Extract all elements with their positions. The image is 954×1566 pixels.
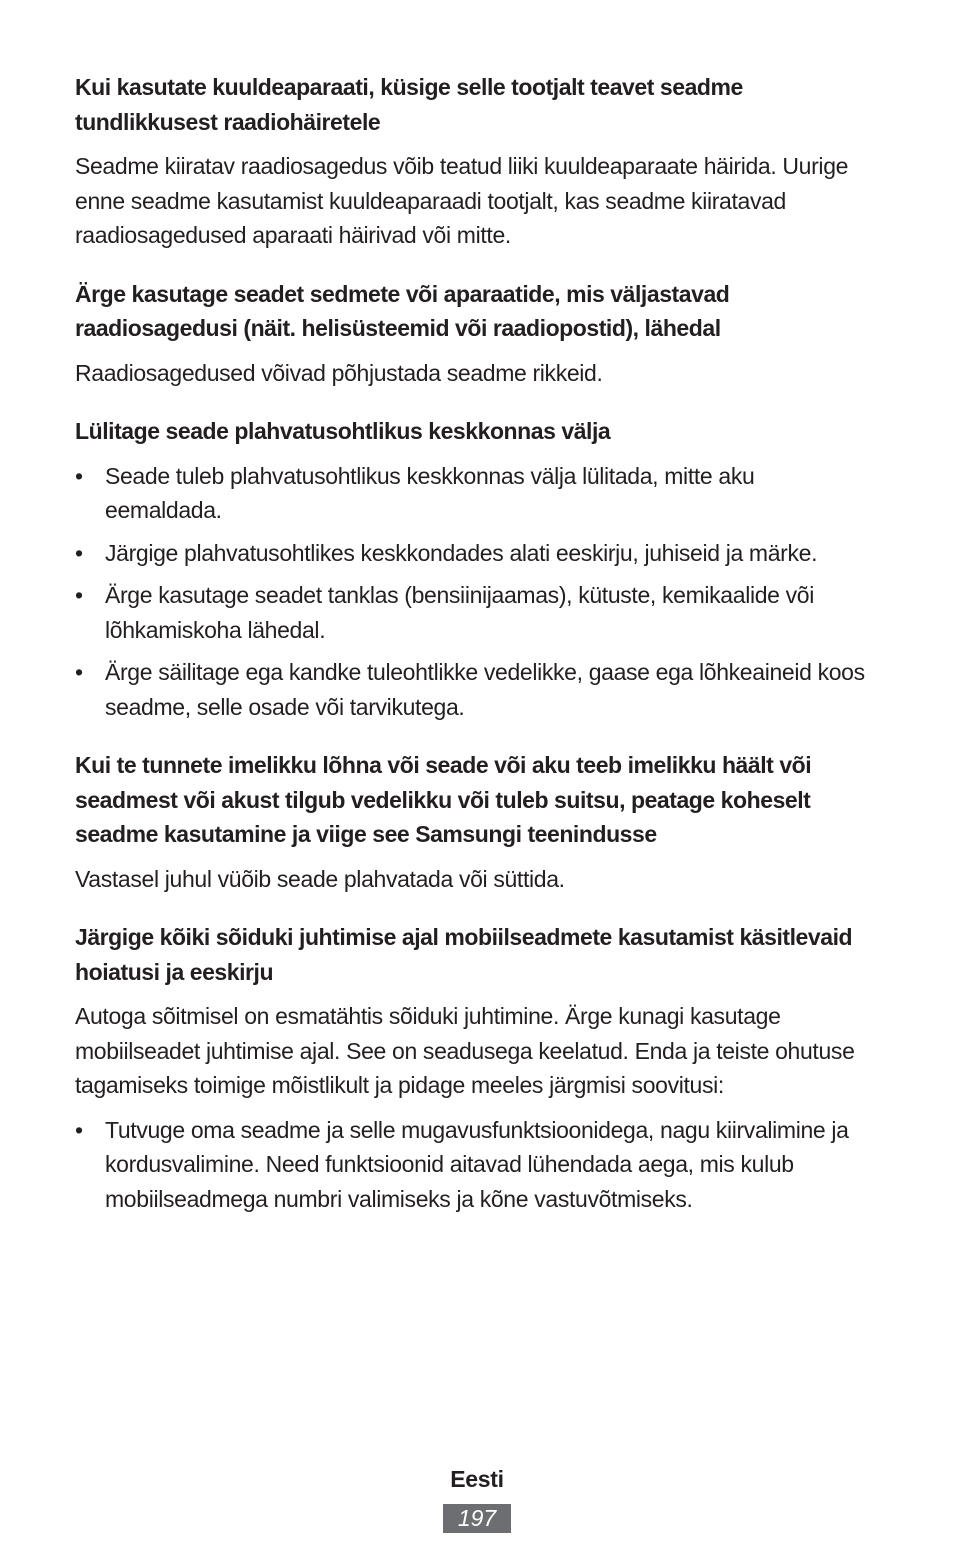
- list-item: [75, 578, 875, 647]
- list-item-text: Ärge kasutage seadet tanklas (bensiinijaamas), kütuste, kemikaalide või lõhkamiskoha lähedal.: [105, 582, 814, 643]
- section-hearing-aid: [75, 70, 875, 253]
- bullet-list: [75, 1113, 875, 1217]
- list-item: [75, 459, 875, 528]
- section-heading: Lülitage seade plahvatusohtlikus keskkonnas välja: [75, 418, 611, 444]
- list-item-text: Ärge säilitage ega kandke tuleohtlikke vedelikke, gaase ega lõhkeaineid koos seadme, selle osade või tarvikutega.: [105, 659, 865, 720]
- page-number: 197: [443, 1504, 511, 1533]
- bullet-icon: •: [75, 659, 83, 685]
- section-body: Autoga sõitmisel on esmatähtis sõiduki juhtimine. Ärge kunagi kasutage mobiilseadet juhtimise ajal. See on seadusega keelatud. Enda ja teiste ohutuse tagamiseks toimige mõistlikult ja pidage meeles järgmisi soovitusi:: [75, 1003, 855, 1098]
- bullet-list: [75, 459, 875, 725]
- list-item-text: Seade tuleb plahvatusohtlikus keskkonnas välja lülitada, mitte aku eemaldada.: [105, 462, 755, 523]
- bullet-icon: •: [75, 1116, 83, 1143]
- section-radio-devices: [75, 277, 875, 391]
- section-heading: Järgige kõiki sõiduki juhtimise ajal mobiilseadmete kasutamist käsitlevaid hoiatusi ja eeskirju: [75, 924, 853, 985]
- section-heading: Kui te tunnete imelikku lõhna või seade või aku teeb imelikku häält või seadmest või akust tilgub vedelikku või tuleb suitsu, peatage koheselt seadme kasutamine ja viige see Samsungi teenindusse: [75, 752, 812, 847]
- bullet-icon: •: [75, 539, 83, 566]
- section-heading: Kui kasutate kuuldeaparaati, küsige selle tootjalt teavet seadme tundlikkusest raadiohäiretele: [75, 74, 743, 135]
- footer-language: Eesti: [450, 1466, 504, 1492]
- list-item: [75, 536, 875, 571]
- list-item: [75, 1113, 875, 1217]
- bullet-icon: •: [75, 462, 83, 489]
- bullet-icon: •: [75, 582, 83, 608]
- list-item-text: Järgige plahvatusohtlikes keskkondades alati eeskirju, juhiseid ja märke.: [105, 539, 818, 566]
- section-body: Vastasel juhul vüõib seade plahvatada või süttida.: [75, 865, 565, 892]
- section-strange-smell: [75, 748, 875, 896]
- section-driving: [75, 920, 875, 1216]
- list-item: [75, 655, 875, 724]
- list-item-text: Tutvuge oma seadme ja selle mugavusfunktsioonidega, nagu kiirvalimine ja kordusvalimine. Need funktsioonid aitavad lühendada aega, mis kulub mobiilseadmega numbri valimiseks ja kõne vastuvõtmiseks.: [105, 1116, 849, 1212]
- section-body: Seadme kiiratav raadiosagedus võib teatud liiki kuuldeaparaate häirida. Uurige enne seadme kasutamist kuuldeaparaadi tootjalt, kas seadme kiiratavad raadiosagedused aparaati häirivad või mitte.: [75, 153, 849, 248]
- page-footer: [0, 1462, 954, 1533]
- section-explosive-environment: [75, 414, 875, 724]
- section-body: Raadiosagedused võivad põhjustada seadme rikkeid.: [75, 359, 603, 386]
- page-content: [75, 70, 875, 1240]
- section-heading: Ärge kasutage seadet sedmete või aparaatide, mis väljastavad raadiosagedusi (näit. helisüsteemid või raadiopostid), lähedal: [75, 280, 730, 341]
